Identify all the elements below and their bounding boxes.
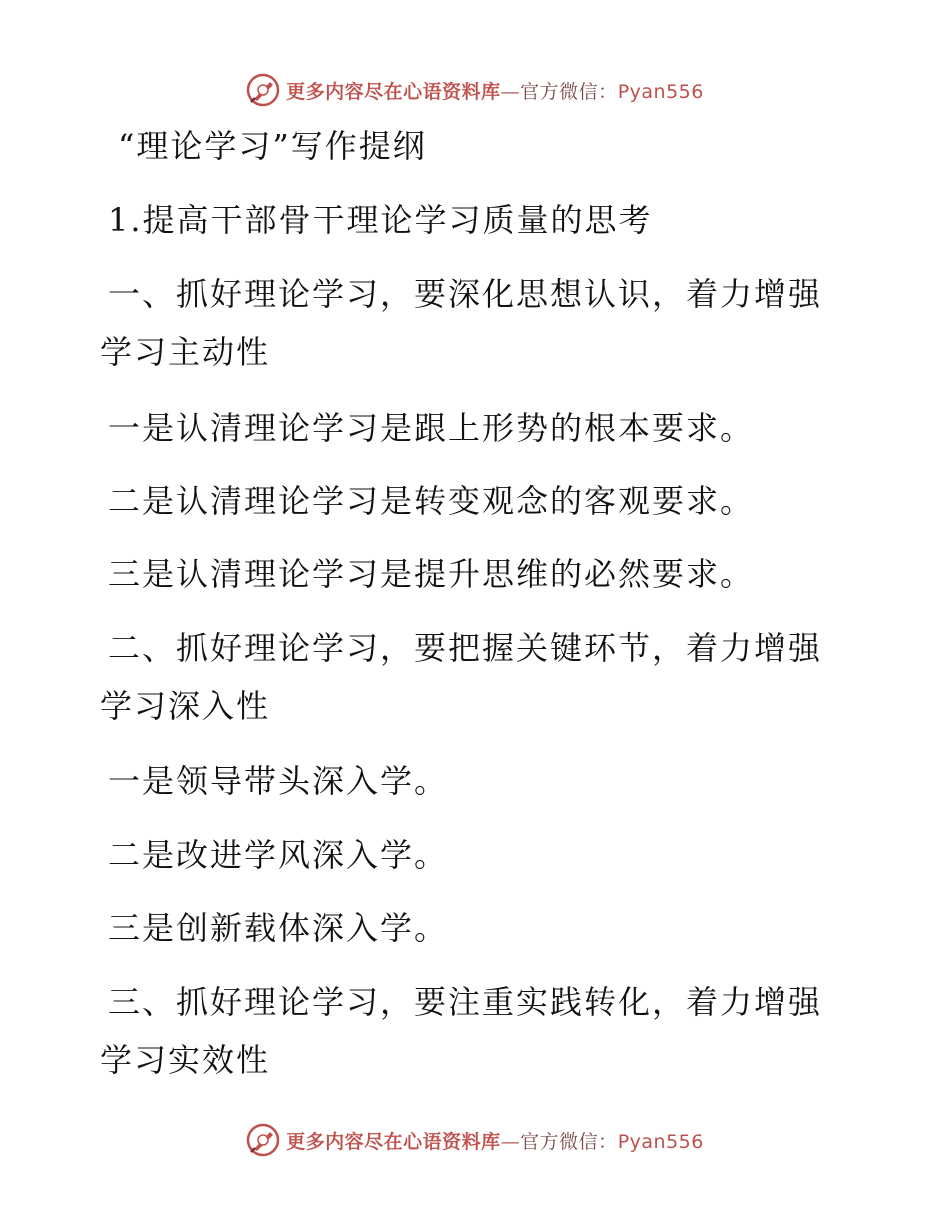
outline-point: 三是创新载体深入学。: [108, 909, 449, 947]
watermark-wechat-id: Pyan556: [617, 1130, 704, 1153]
outline-point: 一是领导带头深入学。: [108, 762, 449, 800]
quill-seal-icon: [246, 1123, 280, 1157]
footer-watermark: [0, 1120, 950, 1160]
outline-heading-2-cont: 学习深入性: [100, 687, 271, 725]
outline-heading-1: 一、抓好理论学习，要深化思想认识，着力增强: [108, 275, 823, 313]
outline-heading-1-cont: 学习主动性: [100, 333, 271, 371]
outline-point: 一是认清理论学习是跟上形势的根本要求。: [108, 409, 755, 447]
header-watermark: [0, 70, 950, 110]
watermark-wechat-id: Pyan556: [617, 80, 704, 103]
outline-point: 三是认清理论学习是提升思维的必然要求。: [108, 555, 755, 593]
watermark-site-text: 更多内容尽在心语资料库: [286, 1130, 501, 1153]
outline-heading-3-cont: 学习实效性: [100, 1041, 271, 1079]
document-title: “理论学习”写作提纲: [118, 127, 427, 165]
outline-heading-2: 二、抓好理论学习，要把握关键环节，着力增强: [108, 629, 823, 667]
outline-heading-3: 三、抓好理论学习，要注重实践转化，着力增强: [108, 983, 823, 1021]
watermark-label: 官方微信：: [520, 80, 618, 103]
watermark-label: 官方微信：: [520, 1130, 618, 1153]
outline-point: 二是改进学风深入学。: [108, 836, 449, 874]
quill-seal-icon: [246, 73, 280, 107]
watermark-site-text: 更多内容尽在心语资料库: [286, 80, 501, 103]
outline-point: 二是认清理论学习是转变观念的客观要求。: [108, 482, 755, 520]
watermark-dash: —: [500, 80, 521, 103]
watermark-dash: —: [500, 1130, 521, 1153]
section-heading: 1.提高干部骨干理论学习质量的思考: [108, 201, 653, 239]
